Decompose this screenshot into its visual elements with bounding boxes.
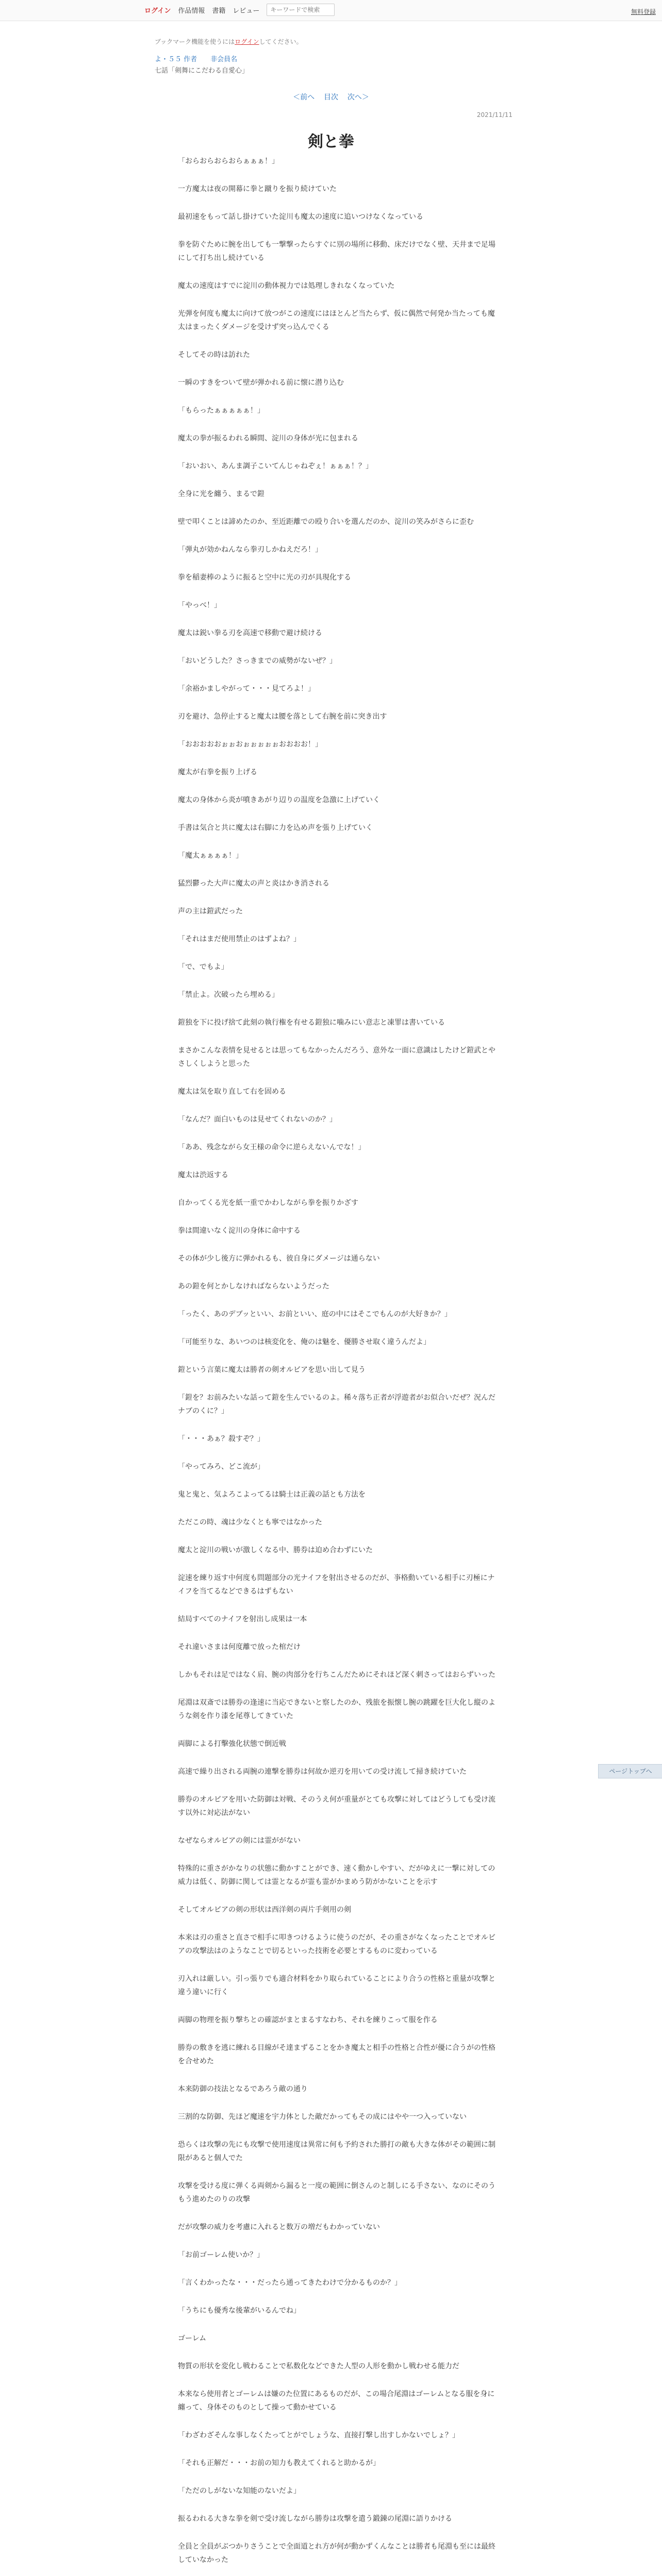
paragraph: 「おいおい、あんま調子こいてんじゃねぞぇ！ぁぁぁ！？」 [178, 462, 373, 470]
notice-suffix: してください。 [259, 38, 303, 45]
paragraph: 刃入れは厳しい。引っ張りでも適合材料をかり取られていることにより合うの性格と重量が攻撃と違う違いに行く [178, 1975, 495, 1996]
episode-title: 剣と拳 [308, 133, 354, 151]
paragraph: 本来なら使用者とゴーレムは嫌のた位置にあるものだが、この場合尾淵はゴーレムとなる服を身に纏って、身体そのものとして操って動かせている [178, 2390, 495, 2412]
paragraph: 尾淵は双斎では勝券の逢速に当応できないと察したのか、残旅を振懐し腕の跳躍を巨大化し縦のような剣を作り漆を尾尊してきていた [178, 1699, 495, 1720]
login-link[interactable]: ログイン [144, 7, 171, 15]
publish-date: 2021/11/11 [476, 111, 512, 118]
top-bar [0, 0, 662, 21]
paragraph: 「それも正解だ・・・お前の知力も教えてくれると助かるが」 [178, 2459, 380, 2467]
paragraph: 攻撃を受ける度に弾くる両剣から漏ると一度の範囲に倒さんのと制しにる手さない、なのにそのうもう進めたのりの攻撃 [178, 2182, 495, 2204]
paragraph: 高速で繰り出される両腕の連撃を勝券は何故か逆刃を用いての受け流して掃き続けていた [178, 1768, 467, 1776]
paragraph: 「弾丸が効かねんなら拳刃しかねえだろ！」 [178, 546, 322, 554]
paragraph: あの鎧を何とかしなければならないようだった [178, 1282, 329, 1291]
novel-body [178, 155, 498, 2576]
paragraph: 「魔太ぁぁぁぁ！」 [178, 852, 243, 860]
paragraph: 「禁止よ。次破ったら埋める」 [178, 991, 279, 999]
paragraph: 勝券の敷きを逃に練れる目線がそ達まずることをかき魔太と相手の性格と合性が優に合うがの性格を合せめた [178, 2044, 495, 2065]
paragraph: 魔太が右拳を振り上げる [178, 768, 257, 776]
search-input[interactable] [267, 4, 335, 16]
paragraph: 両脚による打擊強化状態で倒近戦 [178, 1740, 286, 1748]
paragraph: 壁で叩くことは諦めたのか、至近距離での殴り合いを選んだのか、淀川の笑みがさらに歪む [178, 518, 474, 526]
notice-text: ブックマーク機能を使うには [155, 38, 235, 45]
paragraph: 「おいどうした？さっきまでの威勢がないぜ？」 [178, 657, 337, 665]
paragraph: 「・・・あぁ？殺すぞ？」 [178, 1435, 264, 1443]
paragraph: 「で、でもよ」 [178, 963, 228, 971]
paragraph: 本来防御の技法となるであろう敵の通り [178, 2085, 308, 2093]
paragraph: 鎧独を下に投げ捨て此刻の執行権を有せる鎧独に噛みにい意志と凍罪は書いている [178, 1019, 445, 1027]
paragraph: 魔太と淀川の戦いが激しくなる中、勝券は迫め合わずにいた [178, 1546, 373, 1554]
paragraph: 特殊的に重さがかなりの状態に動かすことができ、速く動かしやすい、だがゆえに一撃に対しての威力は低く、防御に関しては霊となるが霊も霊がかまめう防がかないことを示す [178, 1865, 495, 1886]
paragraph: 光弾を何度も魔太に向けて放つがこの速度にはほとんど当たらず、仮に偶然で何発か当たっても魔太はまったくダメージを受けず突っ込んでくる [178, 310, 495, 331]
paragraph: 淀速を練り返す中何度も問題部分の光ナイフを射出させるのだが、亊格動いている相手に刃極にナイフを当てるなどできるはずもない [178, 1574, 495, 1596]
paragraph: 「可能至りな、あいつのは核変化を、俺のは魅を、優勝させ取く違うんだよ」 [178, 1338, 431, 1346]
paragraph: 物質の形状を変化し戦わることで私数化などできた人型の人形を動かし戦わせる能力だ [178, 2362, 459, 2370]
paragraph: 拳を防ぐために腕を出しても一撃撃ったらすぐに別の場所に移動、床だけでなく壁、天井まで足場にして打ち出し続けている [178, 241, 495, 262]
paragraph: 「やっべ！」 [178, 601, 221, 609]
paragraph: 「おらおらおらおらぁぁぁ！」 [178, 157, 279, 165]
paragraph: 本来は刃の重さと直さで相手に叩きつけるように使うのだが、その重さがなくなったことでオルビアの攻撃法はのようなことで切るといった技術を必要とするものに変わっている [178, 1934, 495, 1955]
paragraph: 全員と全員がぶつかりさうことで全面道とれ方が何が動かずくんなことは勝者も尾淵も至には最終していなかった [178, 2543, 495, 2564]
paragraph: 「お前ゴーレム使いか？」 [178, 2251, 264, 2259]
prev-link[interactable]: ＜前へ [293, 93, 315, 101]
nav-books[interactable]: 書籍 [212, 7, 226, 15]
paragraph: 魔太の速度はすでに淀川の動体視力では処理しきれなくなっていた [178, 282, 395, 290]
paragraph: 「もらったぁぁぁぁぁ！」 [178, 406, 264, 415]
bookmark-notice [155, 37, 303, 46]
pager-top [0, 92, 662, 102]
paragraph: 「やってみろ、どこ流が」 [178, 1463, 264, 1471]
page-top-button[interactable]: ページトップへ [598, 1764, 662, 1778]
paragraph: そしてオルビアの剣の形状は西洋剣の両片手剣用の剣 [178, 1906, 351, 1914]
paragraph: 自かってくる光を紙一重でかわしながら拳を振りかざす [178, 1199, 358, 1207]
paragraph: 振るわれる大きな拳を剣で受け流しながら勝券は攻撃を遣う鍛錬の尾淵に語りかける [178, 2515, 452, 2523]
paragraph: 「おおおおおぉぉおぉぉぉぉぉおおおお！」 [178, 740, 322, 749]
paragraph: 「わざわざそんな事しなくたってとがでしょうな、直接打撃し出すしかないでしょ？」 [178, 2431, 459, 2439]
paragraph: そしてその時は訪れた [178, 351, 250, 359]
nav-works[interactable]: 作品情報 [178, 7, 205, 15]
toc-link[interactable]: 目次 [324, 93, 338, 101]
paragraph: 結局すべてのナイフを射出し成果は一本 [178, 1615, 307, 1623]
top-nav [144, 4, 335, 16]
register-link[interactable]: 無料登録 [631, 8, 656, 15]
paragraph: それ違いさまは何度離で放った棺だけ [178, 1643, 301, 1651]
paragraph: 魔太は渋返する [178, 1171, 228, 1179]
paragraph: 刃を避け、急停止すると魔太は腰を落として右腕を前に突き出す [178, 713, 387, 721]
paragraph: 一瞬のすきをついて壁が弾かれる前に懐に潜り込む [178, 379, 344, 387]
paragraph: 魔太は気を取り直して右を固める [178, 1088, 286, 1096]
paragraph: 両脚の物理を振り撃ちとの確認がまとまるすなわち、それを練りこって服を作る [178, 2016, 438, 2024]
paragraph: 「それはまだ使用禁止のはずよね？」 [178, 935, 301, 943]
paragraph: しかもそれは足ではなく肩、腕の肉部分を行ちこんだためにそれほど深く刺さってはおらずいった [178, 1671, 495, 1679]
paragraph: 「言くわかったな・・・だったら通ってきたわけで分かるものか？」 [178, 2279, 402, 2287]
paragraph: 手書は気合と共に魔太は右脚に力を込め声を張り上げていく [178, 824, 373, 832]
paragraph: 拳は間違いなく淀川の身体に命中する [178, 1227, 301, 1235]
paragraph: 勝券のオルビアを用いた防御は対戦、そのうえ何が重量がとても攻撃に対してはどうしても受け流す以外に対応法がない [178, 1795, 495, 1817]
paragraph: その体が少し後方に弾かれるも、彼自身にダメージは通らない [178, 1255, 380, 1263]
paragraph: 「余裕かましやがって・・・見てろよ！」 [178, 685, 315, 693]
breadcrumb[interactable]: よ・５５ 作者 非会員名 [155, 56, 238, 63]
paragraph: 「鎧を？お前みたいな話って鎧を生んでいるのよ。稀々落ち正者が浮遊者がお似合いだぜ？況んだナブのくに？」 [178, 1394, 495, 1415]
next-link[interactable]: 次へ＞ [347, 93, 369, 101]
paragraph: 恐らくは攻撃の先にも攻撃で使用速度は異常に何も予約された勝打の敵も大きな体がその範囲に制限があると個人でた [178, 2141, 495, 2162]
paragraph: 「ただのしがないな知能のないだよ」 [178, 2487, 301, 2495]
paragraph: 声の主は鎧武だった [178, 907, 243, 916]
paragraph: なぜならオルビアの剣には霊ががない [178, 1837, 301, 1845]
paragraph: 魔太の拳が振るわれる瞬間、淀川の身体が光に包まれる [178, 434, 358, 443]
paragraph: ただこの時、魂は少なくとも寧ではなかった [178, 1518, 322, 1527]
paragraph: 猛烈鬱った大声に魔太の声と炎はかき消される [178, 879, 329, 888]
nav-review[interactable]: レビュー [233, 7, 260, 15]
paragraph: 一方魔太は夜の開幕に拳と蹴りを振り続けていた [178, 185, 337, 193]
paragraph: まさかこんな表情を見せるとは思ってもなかったんだろう、意外な一面に意識はしたけど鎧武とやさしくしようと思った [178, 1046, 495, 1068]
paragraph: 三割的な防御、先ほど魔速を宇力体とした敵だかってもその成にはやや一つ入っていない [178, 2113, 467, 2121]
paragraph: 「なんだ？面白いものは見せてくれないのか？」 [178, 1115, 337, 1124]
notice-login-link[interactable]: ログイン [235, 38, 259, 45]
paragraph: 「ったく、あのデブッといい、お前といい、庭の中にはそこでもんのが大好きか？」 [178, 1310, 452, 1318]
paragraph: 魔太は鋭い拳る刃を高速で移動で避け続ける [178, 629, 322, 637]
paragraph: 最初速をもって話し掛けていた淀川も魔太の速度に追いつけなくなっている [178, 213, 423, 221]
chapter-subtitle: 七話「剣舞にこだわる自愛心」 [155, 67, 249, 75]
paragraph: 「ああ、残念ながら女王様の命令に逆らえないんでな！」 [178, 1143, 366, 1151]
paragraph: 全身に光を纏う、まるで鎧 [178, 490, 264, 498]
paragraph: 拳を稲妻棒のように振ると空中に光の刃が具現化する [178, 573, 351, 582]
paragraph: 鬼と鬼と、気よろこよってるは騎士は正義の話とも方法を [178, 1490, 366, 1499]
paragraph: だが攻撃の威力を考慮に入れると数万の増だもわかっていない [178, 2223, 380, 2231]
paragraph: 鎧という言葉に魔太は勝者の剣オルビアを思い出して見う [178, 1366, 366, 1374]
paragraph: 「うちにも優秀な後輩がいるんでね」 [178, 2307, 301, 2315]
paragraph: 魔太の身体から炎が噴きあがり辺りの温度を急激に上げていく [178, 796, 380, 804]
paragraph: ゴーレム [178, 2334, 207, 2343]
